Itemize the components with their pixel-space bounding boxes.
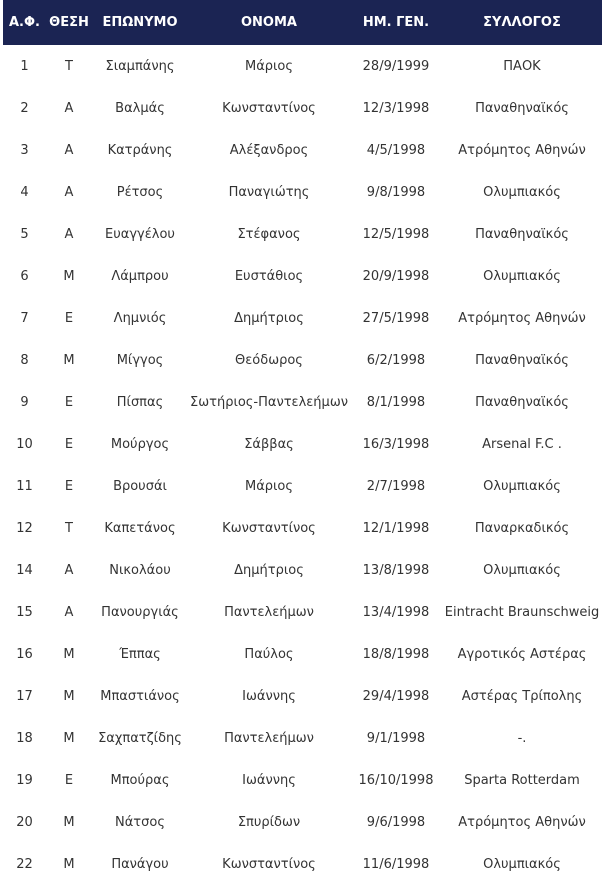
table-row: [3, 801, 602, 843]
cell-club: Αγροτικός Αστέρας: [457, 646, 587, 662]
table-row: [3, 759, 602, 801]
cell-number: 1: [20, 58, 29, 74]
table-row: [3, 129, 602, 171]
cell-number: 12: [16, 520, 33, 536]
table-row: [3, 465, 602, 507]
header-dob: ΗΜ. ΓΕΝ.: [362, 15, 430, 30]
cell-club: Παναρκαδικός: [474, 520, 570, 536]
table-row: [3, 633, 602, 675]
cell-position: Μ: [63, 352, 75, 368]
header-club: ΣΥΛΛΟΓΟΣ: [483, 15, 561, 30]
cell-number: 20: [16, 814, 33, 830]
cell-surname: Κατράνης: [107, 142, 173, 158]
cell-club: Παναθηναϊκός: [475, 352, 569, 368]
cell-dob: 12/1/1998: [362, 520, 430, 536]
header-number: Α.Φ.: [9, 15, 40, 30]
table-body: [3, 45, 602, 885]
table-row: [3, 45, 602, 87]
header-row: [3, 0, 602, 45]
table-row: [3, 213, 602, 255]
cell-club: Eintracht Braunschweig: [444, 604, 600, 620]
cell-position: Ε: [64, 772, 74, 788]
cell-name: Δημήτριος: [234, 310, 304, 326]
cell-dob: 13/4/1998: [362, 604, 430, 620]
cell-number: 15: [16, 604, 33, 620]
cell-club: Ατρόμητος Αθηνών: [458, 814, 586, 830]
cell-position: Α: [64, 100, 74, 116]
cell-club: Ολυμπιακός: [483, 562, 561, 578]
cell-surname: Βρουσάι: [113, 478, 167, 494]
cell-dob: 12/5/1998: [362, 226, 430, 242]
cell-surname: Πανάγου: [111, 856, 169, 872]
cell-number: 3: [20, 142, 29, 158]
cell-number: 11: [16, 478, 33, 494]
cell-number: 22: [16, 856, 33, 872]
cell-name: Κωνσταντίνος: [222, 856, 316, 872]
cell-dob: 2/7/1998: [366, 478, 426, 494]
table-header: [3, 0, 602, 45]
cell-name: Κωνσταντίνος: [222, 100, 316, 116]
cell-dob: 29/4/1998: [362, 688, 430, 704]
table-row: [3, 339, 602, 381]
cell-position: Τ: [65, 58, 73, 74]
cell-number: 5: [20, 226, 29, 242]
cell-dob: 16/10/1998: [358, 772, 434, 788]
cell-number: 6: [20, 268, 29, 284]
table-row: [3, 507, 602, 549]
cell-dob: 9/8/1998: [366, 184, 426, 200]
cell-name: Παντελεήμων: [224, 730, 314, 746]
cell-number: 2: [20, 100, 29, 116]
cell-name: Σπυρίδων: [237, 814, 301, 830]
cell-number: 8: [20, 352, 29, 368]
cell-position: Α: [64, 142, 74, 158]
cell-position: Τ: [65, 520, 73, 536]
cell-position: Α: [64, 562, 74, 578]
cell-dob: 13/8/1998: [362, 562, 430, 578]
cell-surname: Λάμπρου: [111, 268, 169, 284]
cell-name: Στέφανος: [237, 226, 301, 242]
cell-club: Παναθηναϊκός: [475, 394, 569, 410]
table-row: [3, 255, 602, 297]
header-name: ΟΝΟΜΑ: [241, 15, 297, 30]
cell-number: 4: [20, 184, 29, 200]
cell-position: Μ: [63, 814, 75, 830]
cell-name: Αλέξανδρος: [229, 142, 309, 158]
cell-name: Ιωάννης: [242, 688, 296, 704]
cell-club: Αστέρας Τρίπολης: [461, 688, 583, 704]
cell-position: Ε: [64, 394, 74, 410]
players-table: [3, 0, 602, 885]
table-row: [3, 549, 602, 591]
table-row: [3, 591, 602, 633]
cell-surname: Πανουργιάς: [101, 604, 179, 620]
cell-club: Sparta Rotterdam: [464, 772, 580, 788]
cell-dob: 4/5/1998: [366, 142, 426, 158]
cell-name: Μάριος: [244, 478, 294, 494]
cell-position: Μ: [63, 730, 75, 746]
cell-club: Arsenal F.C .: [482, 436, 562, 452]
cell-dob: 28/9/1999: [362, 58, 430, 74]
cell-surname: Νικολάου: [109, 562, 171, 578]
cell-surname: Πίσπας: [116, 394, 164, 410]
cell-surname: Σαχπατζίδης: [98, 730, 182, 746]
cell-name: Κωνσταντίνος: [222, 520, 316, 536]
cell-surname: Ευαγγέλου: [105, 226, 175, 242]
cell-number: 9: [20, 394, 29, 410]
table-row: [3, 381, 602, 423]
cell-dob: 20/9/1998: [362, 268, 430, 284]
cell-name: Μάριος: [244, 58, 294, 74]
cell-surname: Έππας: [119, 646, 161, 662]
cell-position: Α: [64, 184, 74, 200]
cell-surname: Ρέτσος: [116, 184, 164, 200]
cell-dob: 6/2/1998: [366, 352, 426, 368]
cell-number: 7: [20, 310, 29, 326]
cell-name: Παντελεήμων: [224, 604, 314, 620]
header-surname: ΕΠΩΝΥΜΟ: [102, 15, 178, 30]
cell-position: Α: [64, 226, 74, 242]
cell-dob: 9/1/1998: [366, 730, 426, 746]
cell-club: Παναθηναϊκός: [475, 100, 569, 116]
table-row: [3, 423, 602, 465]
cell-club: ΠΑΟΚ: [503, 58, 541, 74]
cell-name: Ιωάννης: [242, 772, 296, 788]
cell-club: Ολυμπιακός: [483, 184, 561, 200]
cell-surname: Λημνιός: [113, 310, 167, 326]
cell-number: 16: [16, 646, 33, 662]
cell-dob: 18/8/1998: [362, 646, 430, 662]
table-row: [3, 297, 602, 339]
cell-club: Ολυμπιακός: [483, 856, 561, 872]
cell-position: Μ: [63, 856, 75, 872]
cell-number: 10: [16, 436, 33, 452]
cell-dob: 11/6/1998: [362, 856, 430, 872]
cell-club: Ολυμπιακός: [483, 268, 561, 284]
cell-position: Μ: [63, 646, 75, 662]
cell-position: Ε: [64, 478, 74, 494]
cell-surname: Σιαμπάνης: [105, 58, 175, 74]
cell-surname: Μπαστιάνος: [100, 688, 180, 704]
cell-name: Παύλος: [244, 646, 294, 662]
cell-dob: 9/6/1998: [366, 814, 426, 830]
cell-number: 19: [16, 772, 33, 788]
cell-surname: Καπετάνος: [104, 520, 176, 536]
table-row: [3, 843, 602, 885]
header-position: ΘΕΣΗ: [49, 15, 89, 30]
cell-number: 17: [16, 688, 33, 704]
cell-surname: Μπούρας: [110, 772, 170, 788]
cell-club: Ολυμπιακός: [483, 478, 561, 494]
cell-dob: 16/3/1998: [362, 436, 430, 452]
cell-number: 18: [16, 730, 33, 746]
cell-position: Ε: [64, 310, 74, 326]
cell-club: Ατρόμητος Αθηνών: [458, 142, 586, 158]
table-row: [3, 87, 602, 129]
cell-name: Θεόδωρος: [235, 352, 303, 368]
table-row: [3, 675, 602, 717]
cell-club: Παναθηναϊκός: [475, 226, 569, 242]
cell-dob: 27/5/1998: [362, 310, 430, 326]
cell-number: 14: [16, 562, 33, 578]
cell-position: Ε: [64, 436, 74, 452]
cell-name: Δημήτριος: [234, 562, 304, 578]
cell-position: Μ: [63, 688, 75, 704]
cell-surname: Μούργος: [110, 436, 170, 452]
cell-dob: 12/3/1998: [362, 100, 430, 116]
cell-name: Σωτήριος-Παντελεήμων: [190, 394, 348, 410]
cell-name: Ευστάθιος: [234, 268, 304, 284]
cell-club: -.: [517, 730, 527, 746]
cell-name: Παναγιώτης: [228, 184, 310, 200]
cell-surname: Μίγγος: [116, 352, 164, 368]
cell-surname: Βαλμάς: [115, 100, 165, 116]
cell-position: Α: [64, 604, 74, 620]
table-row: [3, 171, 602, 213]
cell-name: Σάββας: [244, 436, 294, 452]
cell-club: Ατρόμητος Αθηνών: [458, 310, 586, 326]
table-row: [3, 717, 602, 759]
cell-dob: 8/1/1998: [366, 394, 426, 410]
cell-surname: Νάτσος: [115, 814, 165, 830]
cell-position: Μ: [63, 268, 75, 284]
